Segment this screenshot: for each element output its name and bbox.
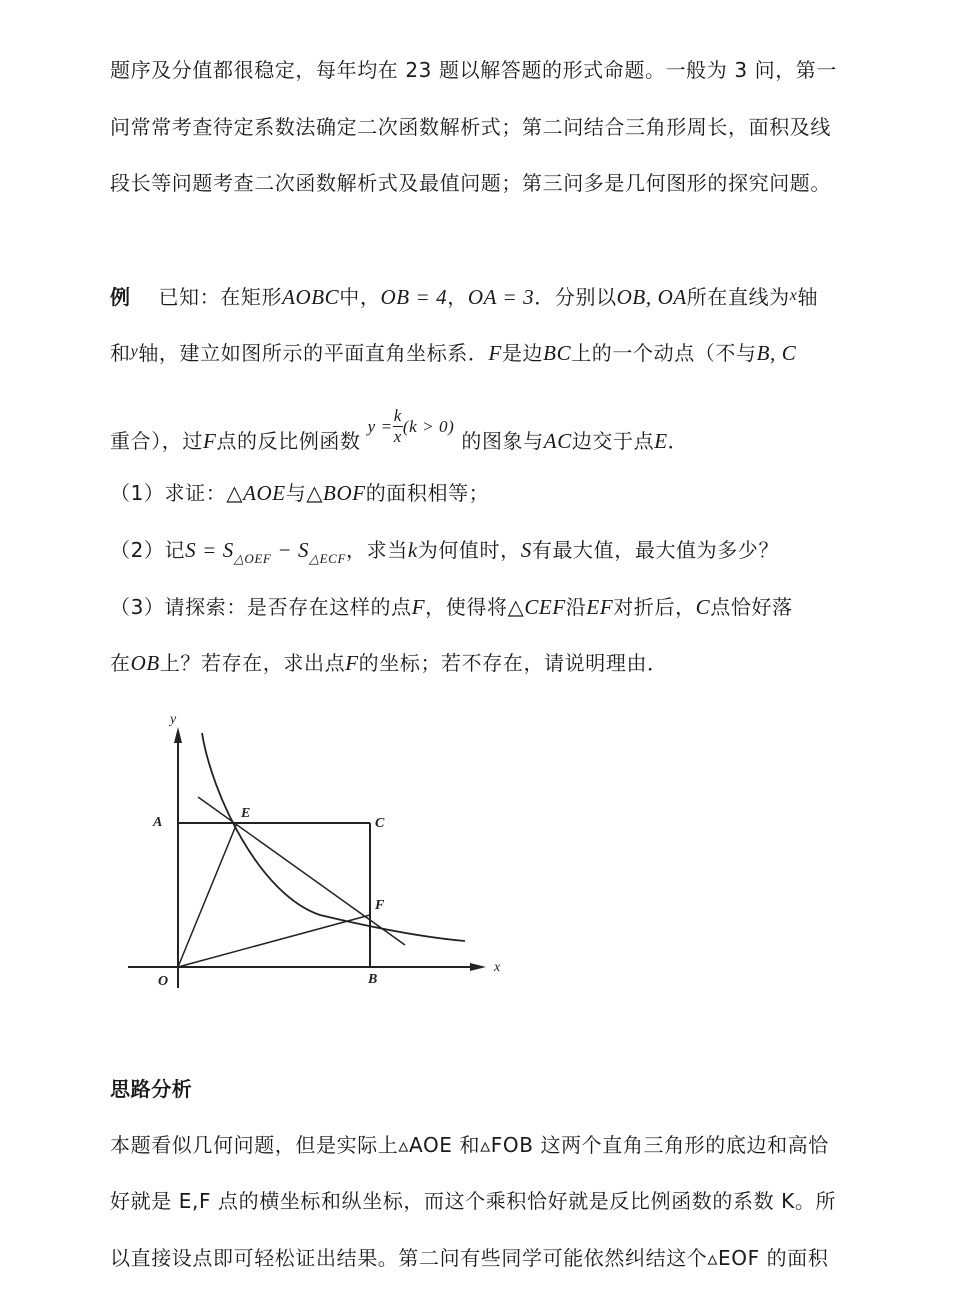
text: 的面积相等； bbox=[365, 481, 490, 505]
text: 点恰好落 bbox=[710, 595, 793, 619]
x-axis-arrow bbox=[470, 963, 486, 971]
text: 轴 bbox=[797, 285, 819, 309]
text: 有最大值，最大值为多少？ bbox=[531, 538, 780, 562]
math-c: C bbox=[695, 595, 711, 619]
analysis-line-1: 本题看似几何问题，但是实际上▵AOE 和▵FOB 这两个直角三角形的底边和高恰 bbox=[110, 1133, 829, 1157]
math-ob: OB = 4 bbox=[380, 285, 448, 309]
y-axis-arrow bbox=[174, 727, 182, 743]
math-y: y bbox=[130, 343, 139, 360]
math-sub-oef: △OEF bbox=[233, 551, 272, 566]
math-s2: S bbox=[520, 538, 532, 562]
text: （2）记 bbox=[110, 538, 186, 562]
math-f: F bbox=[488, 341, 502, 365]
math-ef: EF bbox=[586, 595, 614, 619]
text: 重合），过 bbox=[110, 429, 203, 453]
question-2 bbox=[110, 535, 862, 568]
label-f: F bbox=[375, 898, 385, 913]
label-e: E bbox=[241, 806, 251, 821]
label-a: A bbox=[153, 815, 163, 830]
line-ef bbox=[198, 797, 405, 945]
math-rect: AOBC bbox=[282, 285, 340, 309]
text: 和 bbox=[110, 341, 131, 365]
math-bc2: B, C bbox=[756, 341, 797, 365]
fn-denominator: x bbox=[393, 427, 402, 446]
text: 的图象与 bbox=[461, 429, 544, 453]
intro-line-3: 段长等问题考查二次函数解析式及最值问题；第三问多是几何图形的探究问题。 bbox=[110, 171, 831, 195]
math-e: E bbox=[654, 429, 668, 453]
text: 上？若存在，求出点 bbox=[159, 651, 346, 675]
coordinate-figure bbox=[120, 705, 520, 995]
text: 与 bbox=[285, 481, 307, 505]
example-line-1 bbox=[110, 281, 862, 312]
text: 对折后， bbox=[613, 595, 696, 619]
math-f: F bbox=[345, 651, 359, 675]
text: （1）求证： bbox=[110, 481, 227, 505]
math-s: S = S bbox=[185, 538, 234, 562]
text: ，求当 bbox=[346, 538, 408, 562]
label-y: y bbox=[170, 712, 177, 727]
label-b: B bbox=[368, 972, 378, 987]
text: 的坐标；若不存在，请说明理由． bbox=[358, 651, 668, 675]
label-c: C bbox=[375, 816, 385, 831]
text: 点的反比例函数 bbox=[216, 429, 361, 453]
label-x: x bbox=[494, 960, 501, 975]
math-sub-ecf: △ECF bbox=[309, 551, 346, 566]
example-label: 例 bbox=[110, 285, 131, 309]
text: ．分别以 bbox=[534, 285, 617, 309]
text: （3）请探索：是否存在这样的点 bbox=[110, 595, 412, 619]
text: 所在直线为 bbox=[686, 285, 790, 309]
example-line-2 bbox=[110, 337, 862, 368]
question-3-cont bbox=[110, 648, 862, 678]
fn-y: y = bbox=[367, 417, 393, 436]
text: 为何值时， bbox=[417, 538, 521, 562]
math-tri-bof: △BOF bbox=[306, 481, 366, 505]
math-axes: OB, OA bbox=[616, 285, 687, 309]
label-o: O bbox=[158, 974, 169, 989]
math-minus: − S bbox=[271, 538, 310, 562]
math-ac: AC bbox=[543, 429, 572, 453]
math-x: x bbox=[789, 287, 798, 304]
math-f: F bbox=[203, 429, 217, 453]
text: ． bbox=[667, 429, 689, 453]
text: 沿 bbox=[565, 595, 587, 619]
intro-line-2: 问常常考查待定系数法确定二次函数解析式；第二问结合三角形周长，面积及线 bbox=[110, 115, 831, 139]
text: 已知：在矩形 bbox=[158, 285, 283, 309]
example-line-3 bbox=[110, 406, 862, 463]
analysis-line-2: 好就是 E,F 点的横坐标和纵坐标，而这个乘积恰好就是反比例函数的系数 K。所 bbox=[110, 1189, 837, 1213]
fn-condition: (k > 0) bbox=[402, 417, 455, 436]
math-tri-aoe: △AOE bbox=[226, 481, 286, 505]
math-f: F bbox=[411, 595, 426, 619]
math-tri-cef: △CEF bbox=[507, 595, 566, 619]
segment-oe bbox=[178, 823, 237, 967]
text: ， bbox=[447, 285, 468, 309]
question-1 bbox=[110, 478, 862, 508]
text: 边交于点 bbox=[571, 429, 655, 453]
hyperbola-curve bbox=[202, 733, 465, 941]
analysis-heading: 思路分析 bbox=[110, 1077, 193, 1101]
text: 是边 bbox=[501, 341, 544, 365]
math-k: k bbox=[407, 538, 418, 562]
fn-numerator: k bbox=[393, 406, 402, 425]
text: 在 bbox=[110, 651, 131, 675]
analysis-line-3: 以直接设点即可轻松证出结果。第二问有些同学可能依然纠结这个▵EOF 的面积 bbox=[110, 1246, 829, 1270]
intro-line-1: 题序及分值都很稳定，每年均在 23 题以解答题的形式命题。一般为 3 问，第一 bbox=[110, 58, 838, 82]
text: 中， bbox=[339, 285, 381, 309]
math-oa: OA = 3 bbox=[467, 285, 535, 309]
fn-fraction bbox=[393, 406, 403, 447]
question-3 bbox=[110, 592, 862, 622]
text: ，使得将 bbox=[425, 595, 508, 619]
text: 上的一个动点（不与 bbox=[571, 341, 757, 365]
text: 轴，建立如图所示的平面直角坐标系． bbox=[138, 341, 489, 365]
math-ob: OB bbox=[130, 651, 160, 675]
math-bc: BC bbox=[543, 341, 572, 365]
segment-of bbox=[178, 915, 370, 967]
